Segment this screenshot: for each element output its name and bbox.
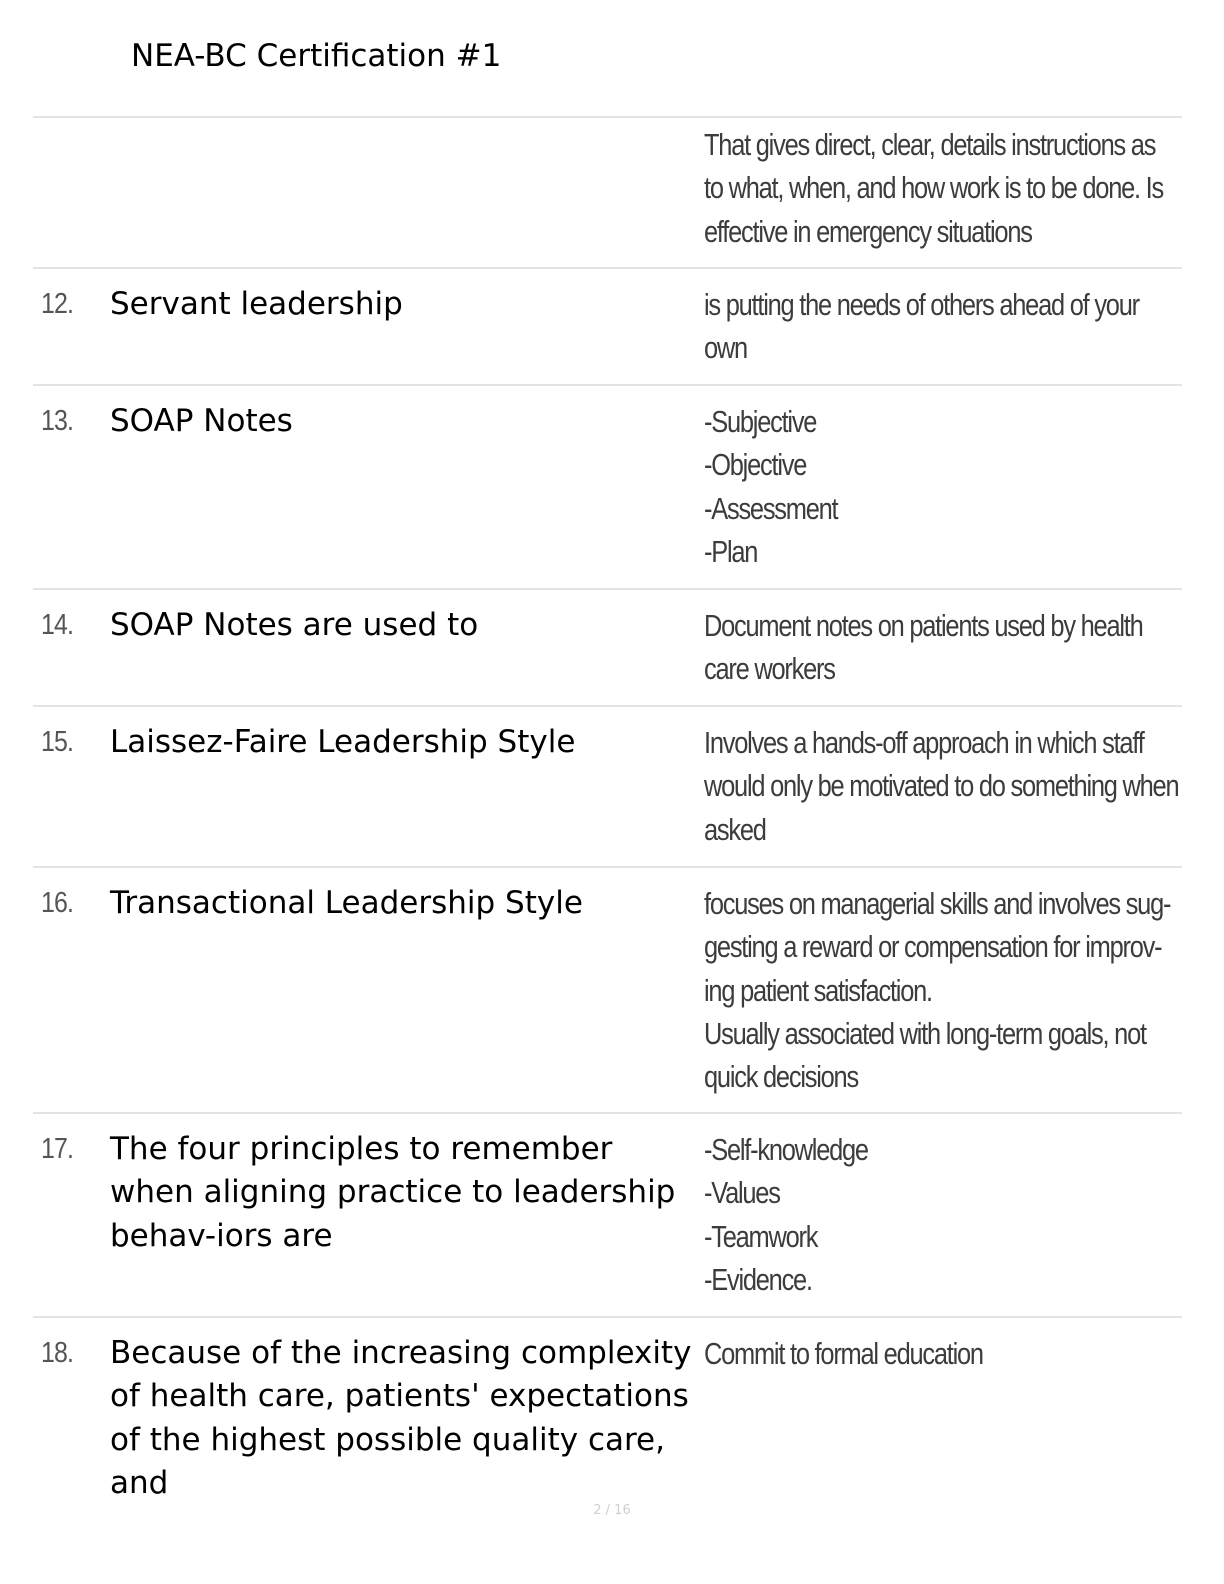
definition-line: effective in emergency situations xyxy=(704,213,1032,249)
definition-line: -Self-knowledge xyxy=(704,1132,868,1167)
card-number: 14. xyxy=(41,609,74,641)
card-number: 15. xyxy=(41,726,74,758)
card-number: 16. xyxy=(41,887,74,919)
card-definition xyxy=(704,283,1151,370)
definition-line: quick decisions xyxy=(704,1059,858,1095)
page-indicator: 2 / 16 xyxy=(593,1503,631,1518)
card-term: The four principles to remember when aligning practice to leadership behav-iors are xyxy=(110,1131,676,1254)
definition-line: Involves a hands-off approach in which staff xyxy=(704,725,1144,760)
definition-line: -Evidence. xyxy=(704,1261,812,1297)
card-number: 12. xyxy=(41,288,74,320)
card-number: 18. xyxy=(41,1337,74,1369)
flashcard-row xyxy=(33,707,1182,868)
definition-line: -Subjective xyxy=(704,404,817,439)
flashcard-list xyxy=(33,116,1182,1501)
definition-line: gesting a reward or compensation for improv- xyxy=(704,929,1162,965)
definition-line: Usually associated with long-term goals, not xyxy=(704,1015,1146,1051)
flashcard-row xyxy=(33,1318,1182,1501)
flashcard-row xyxy=(33,1114,1182,1318)
definition-line: -Assessment xyxy=(704,490,838,526)
definition-line: -Objective xyxy=(704,447,807,483)
definition-line: ing patient satisfaction. xyxy=(704,972,932,1008)
card-term: SOAP Notes xyxy=(110,403,293,439)
card-term: Laissez-Faire Leadership Style xyxy=(110,724,576,760)
card-definition xyxy=(704,604,1151,691)
card-definition xyxy=(704,1128,1151,1301)
definition-line: -Values xyxy=(704,1175,780,1211)
definition-line: focuses on managerial skills and involves sug- xyxy=(704,886,1171,921)
flashcard-row xyxy=(33,118,1182,269)
card-term: Because of the increasing complexity of health care, patients' expectations of the highest possible quality care, and xyxy=(110,1335,692,1501)
definition-line: is putting the needs of others ahead of your xyxy=(704,287,1139,322)
flashcard-row xyxy=(33,590,1182,707)
definition-line: Document notes on patients used by health xyxy=(704,608,1143,643)
card-term: SOAP Notes are used to xyxy=(110,607,479,643)
card-definition xyxy=(704,400,1151,573)
definition-line: own xyxy=(704,330,747,366)
flashcard-row xyxy=(33,269,1182,386)
flashcard-row xyxy=(33,386,1182,590)
card-number: 13. xyxy=(41,405,74,437)
card-definition xyxy=(704,721,1179,851)
definition-line: That gives direct, clear, details instructions as xyxy=(704,127,1156,162)
definition-line: care workers xyxy=(704,651,835,687)
card-definition xyxy=(704,123,1164,253)
definition-line: asked xyxy=(704,811,766,847)
definition-line: -Teamwork xyxy=(704,1218,818,1254)
card-number: 17. xyxy=(41,1133,74,1165)
definition-line: -Plan xyxy=(704,533,758,569)
card-term: Servant leadership xyxy=(110,286,403,322)
definition-line: Commit to formal education xyxy=(704,1336,983,1371)
definition-line: to what, when, and how work is to be done. Is xyxy=(704,170,1164,206)
document-title: NEA-BC Certification #1 xyxy=(131,38,502,74)
card-definition xyxy=(704,1332,1151,1375)
card-definition xyxy=(704,882,1171,1098)
definition-line: would only be motivated to do something when xyxy=(704,768,1179,804)
flashcard-row xyxy=(33,868,1182,1114)
card-term: Transactional Leadership Style xyxy=(110,885,583,921)
